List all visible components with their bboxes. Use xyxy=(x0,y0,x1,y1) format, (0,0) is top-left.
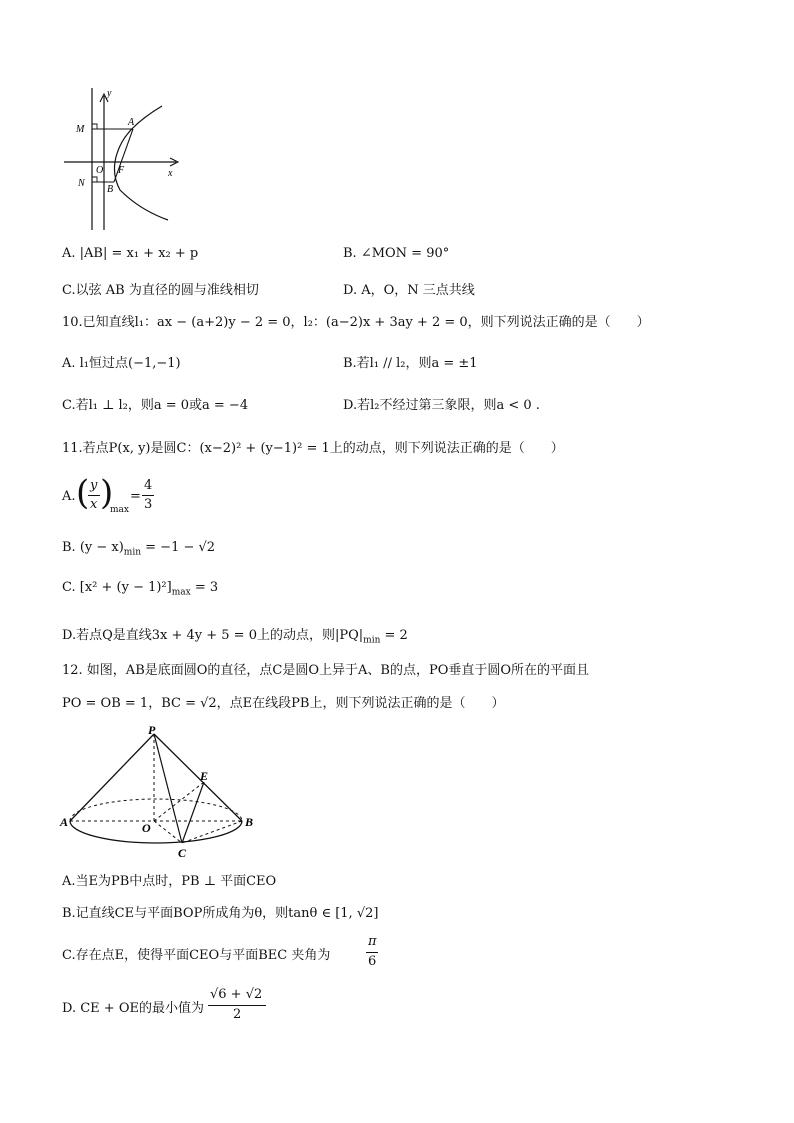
q9-option-d: D. A，O，N 三点共线 xyxy=(343,283,475,298)
q11-option-a-den: x xyxy=(90,497,98,512)
q11-stem: 11.若点P(x, y)是圆C：(x−2)² + (y−1)² = 1上的动点，则下列说法正确的是（ ） xyxy=(62,441,564,456)
label-C: C xyxy=(178,846,187,860)
q11-option-d-rhs: = 2 xyxy=(384,628,408,643)
q12-option-c-text: C.存在点E，使得平面CEO与平面BEC 夹角为 xyxy=(62,948,331,963)
edge-PC xyxy=(154,734,182,843)
q11-option-d-text: D.若点Q是直线3x + 4y + 5 = 0上的动点，则|PQ| xyxy=(62,628,364,643)
parabola-curve xyxy=(114,106,168,220)
q11-option-a-num: y xyxy=(90,478,98,493)
q11-option-b-text: B. (y − x) xyxy=(62,540,124,555)
q11-option-b xyxy=(62,540,215,558)
label-O: O xyxy=(96,165,104,176)
q11-option-d xyxy=(62,624,408,646)
edge-PB xyxy=(154,734,242,821)
q11-option-b-sub: min xyxy=(123,547,142,558)
q11-option-c-text: C. [x² + (y − 1)²] xyxy=(62,580,172,595)
q9-option-a: A. |AB| = x₁ + x₂ + p xyxy=(62,246,199,261)
label-F: F xyxy=(118,165,125,176)
q10-stem: 10.已知直线l₁：ax − (a+2)y − 2 = 0，l₂：(a−2)x + 3ay + 2 = 0，则下列说法正确的是（ ） xyxy=(62,315,650,330)
q11-option-a-bar xyxy=(88,495,100,496)
q11-option-a-val-bar xyxy=(142,495,154,496)
label-E: E xyxy=(200,769,209,783)
q11-option-b-rhs: = −1 − √2 xyxy=(145,540,216,555)
q11-option-a-eq: = xyxy=(130,489,141,504)
label-B: B xyxy=(245,815,254,829)
q10-option-b: B.若l₁ // l₂，则a = ±1 xyxy=(343,356,478,371)
label-B: B xyxy=(107,184,114,195)
base-ellipse-back xyxy=(70,799,242,821)
q12-option-a: A.当E为PB中点时，PB ⊥ 平面CEO xyxy=(62,874,277,889)
q12-option-d-text: D. CE + OE的最小值为 xyxy=(62,1001,204,1016)
q11-option-a-val-num: 4 xyxy=(144,478,153,493)
q10-option-a: A. l₁恒过点(−1,−1) xyxy=(62,356,181,371)
q10-option-d: D.若l₂不经过第三象限，则a < 0 . xyxy=(343,398,540,413)
q11-option-a-val-den: 3 xyxy=(144,497,153,512)
label-N: N xyxy=(78,178,85,189)
label-A: A xyxy=(128,117,135,128)
cone-figure xyxy=(58,724,258,860)
edge-PA xyxy=(70,734,154,821)
label-A: A xyxy=(60,815,69,829)
label-P: P xyxy=(148,724,156,737)
q9-option-c: C.以弦 AB 为直径的圆与准线相切 xyxy=(62,283,259,298)
right-angle-M xyxy=(92,124,97,129)
q12-option-d-den: 2 xyxy=(233,1007,242,1022)
q12-option-c-num: π xyxy=(368,934,377,949)
q12-option-c-den: 6 xyxy=(368,954,377,969)
q11-option-a-paren: ( xyxy=(76,473,90,513)
label-x: x xyxy=(168,168,173,179)
label-M: M xyxy=(76,124,85,135)
q11-option-a-paren-close: ) xyxy=(100,473,114,513)
q9-option-b: B. ∠MON = 90° xyxy=(343,246,450,261)
parabola-figure xyxy=(60,86,185,232)
q11-option-c-sub: max xyxy=(171,587,191,598)
q11-option-a-prefix: A. xyxy=(62,489,76,504)
q12-option-d-bar xyxy=(208,1005,266,1006)
base-ellipse-front xyxy=(70,821,242,843)
q12-option-d-num: √6 + √2 xyxy=(210,987,263,1002)
q11-option-d-sub: min xyxy=(363,635,381,646)
segment-BC xyxy=(182,821,242,843)
q12-option-b: B.记直线CE与平面BOP所成角为θ，则tanθ ∈ [1, √2] xyxy=(62,906,379,921)
q11-option-c xyxy=(62,580,218,598)
right-angle-N xyxy=(92,177,97,182)
q12-stem-line2: PO = OB = 1，BC = √2，点E在线段PB上，则下列说法正确的是（ ） xyxy=(62,696,505,711)
q11-option-c-rhs: = 3 xyxy=(194,580,219,595)
q12-stem-line1: 12. 如图，AB是底面圆O的直径，点C是圆O上异于A、B的点，PO垂直于圆O所在的平面且 xyxy=(62,663,590,678)
q10-option-c: C.若l₁ ⊥ l₂，则a = 0或a = −4 xyxy=(62,398,249,413)
q11-option-a-sub: max xyxy=(110,505,129,515)
label-O: O xyxy=(142,821,151,835)
q12-option-c-bar xyxy=(366,952,378,953)
label-y: y xyxy=(107,88,112,99)
